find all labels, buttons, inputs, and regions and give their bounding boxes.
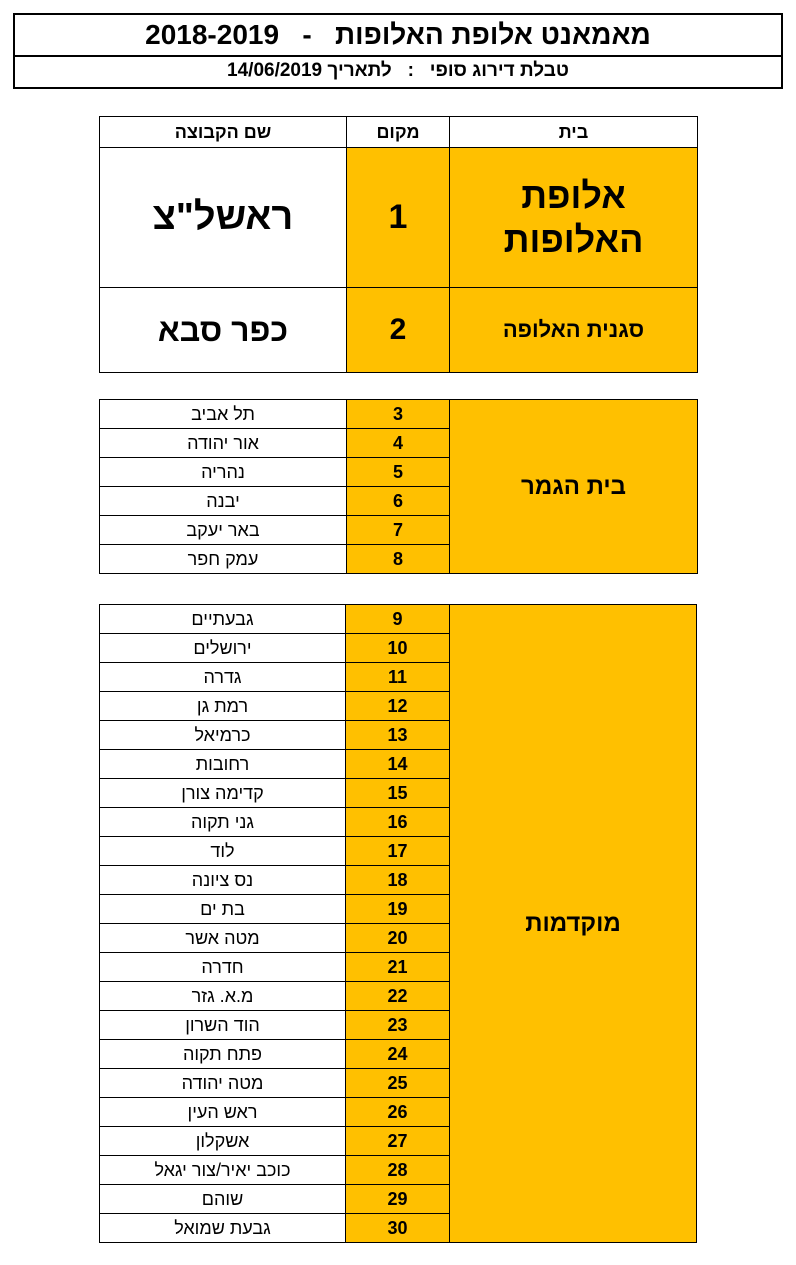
column-header-row bbox=[100, 117, 698, 148]
title-box bbox=[13, 13, 783, 57]
prelim-group-table bbox=[99, 604, 697, 1243]
column-header-team: שם הקבוצה bbox=[100, 117, 347, 148]
rank-cell: 4 bbox=[347, 429, 450, 458]
rank-cell: 10 bbox=[346, 634, 450, 663]
team-name: מ.א. גזר bbox=[100, 982, 346, 1011]
rank-cell: 9 bbox=[346, 605, 450, 634]
house-label-line1: אלופת bbox=[521, 175, 626, 217]
subtitle-box bbox=[13, 55, 783, 89]
page-title: מאמאנט אלופת האלופות - 2018-2019 bbox=[145, 19, 651, 50]
rank-cell: 14 bbox=[346, 750, 450, 779]
team-name: אשקלון bbox=[100, 1127, 346, 1156]
page-subtitle: טבלת דירוג סופי : לתאריך 14/06/2019 bbox=[227, 60, 569, 81]
champions-table bbox=[99, 116, 698, 373]
rank-cell: 20 bbox=[346, 924, 450, 953]
rank-cell: 8 bbox=[347, 545, 450, 574]
column-header-rank: מקום bbox=[347, 117, 450, 148]
rank-cell: 12 bbox=[346, 692, 450, 721]
final-group-table bbox=[99, 399, 698, 574]
table-row bbox=[100, 400, 698, 429]
table-row bbox=[100, 148, 698, 288]
team-name: אור יהודה bbox=[100, 429, 347, 458]
team-name: חדרה bbox=[100, 953, 346, 982]
rank-cell: 22 bbox=[346, 982, 450, 1011]
team-name: נס ציונה bbox=[100, 866, 346, 895]
rank-cell: 17 bbox=[346, 837, 450, 866]
house-cell bbox=[450, 148, 698, 288]
team-name: מטה אשר bbox=[100, 924, 346, 953]
rank-cell: 18 bbox=[346, 866, 450, 895]
rank-cell: 29 bbox=[346, 1185, 450, 1214]
rank-cell: 3 bbox=[347, 400, 450, 429]
team-name: מטה יהודה bbox=[100, 1069, 346, 1098]
team-name: ראשל"צ bbox=[100, 148, 347, 288]
rank-cell: 27 bbox=[346, 1127, 450, 1156]
house-cell: בית הגמר bbox=[450, 400, 698, 574]
rank-cell: 2 bbox=[347, 288, 450, 373]
rank-cell: 5 bbox=[347, 458, 450, 487]
table-row bbox=[100, 605, 697, 634]
team-name: רחובות bbox=[100, 750, 346, 779]
team-name: תל אביב bbox=[100, 400, 347, 429]
team-name: רמת גן bbox=[100, 692, 346, 721]
rank-cell: 28 bbox=[346, 1156, 450, 1185]
rank-cell: 26 bbox=[346, 1098, 450, 1127]
team-name: גבעתיים bbox=[100, 605, 346, 634]
rank-cell: 30 bbox=[346, 1214, 450, 1243]
team-name: יבנה bbox=[100, 487, 347, 516]
team-name: עמק חפר bbox=[100, 545, 347, 574]
rank-cell: 16 bbox=[346, 808, 450, 837]
rank-cell: 24 bbox=[346, 1040, 450, 1069]
house-cell: סגנית האלופה bbox=[450, 288, 698, 373]
house-label-line2: האלופות bbox=[503, 218, 644, 260]
rank-cell: 7 bbox=[347, 516, 450, 545]
team-name: גני תקוה bbox=[100, 808, 346, 837]
column-header-house: בית bbox=[450, 117, 698, 148]
team-name: הוד השרון bbox=[100, 1011, 346, 1040]
team-name: לוד bbox=[100, 837, 346, 866]
team-name: גדרה bbox=[100, 663, 346, 692]
team-name: כפר סבא bbox=[100, 288, 347, 373]
rank-cell: 11 bbox=[346, 663, 450, 692]
team-name: ירושלים bbox=[100, 634, 346, 663]
team-name: גבעת שמואל bbox=[100, 1214, 346, 1243]
team-name: ראש העין bbox=[100, 1098, 346, 1127]
team-name: קדימה צורן bbox=[100, 779, 346, 808]
house-cell: מוקדמות bbox=[450, 605, 697, 1243]
rank-cell: 19 bbox=[346, 895, 450, 924]
team-name: כוכב יאיר/צור יגאל bbox=[100, 1156, 346, 1185]
team-name: באר יעקב bbox=[100, 516, 347, 545]
rank-cell: 21 bbox=[346, 953, 450, 982]
rank-cell: 1 bbox=[347, 148, 450, 288]
team-name: שוהם bbox=[100, 1185, 346, 1214]
team-name: נהריה bbox=[100, 458, 347, 487]
rank-cell: 25 bbox=[346, 1069, 450, 1098]
rank-cell: 13 bbox=[346, 721, 450, 750]
rank-cell: 6 bbox=[347, 487, 450, 516]
rank-cell: 15 bbox=[346, 779, 450, 808]
team-name: פתח תקוה bbox=[100, 1040, 346, 1069]
table-row bbox=[100, 288, 698, 373]
team-name: בת ים bbox=[100, 895, 346, 924]
team-name: כרמיאל bbox=[100, 721, 346, 750]
rank-cell: 23 bbox=[346, 1011, 450, 1040]
